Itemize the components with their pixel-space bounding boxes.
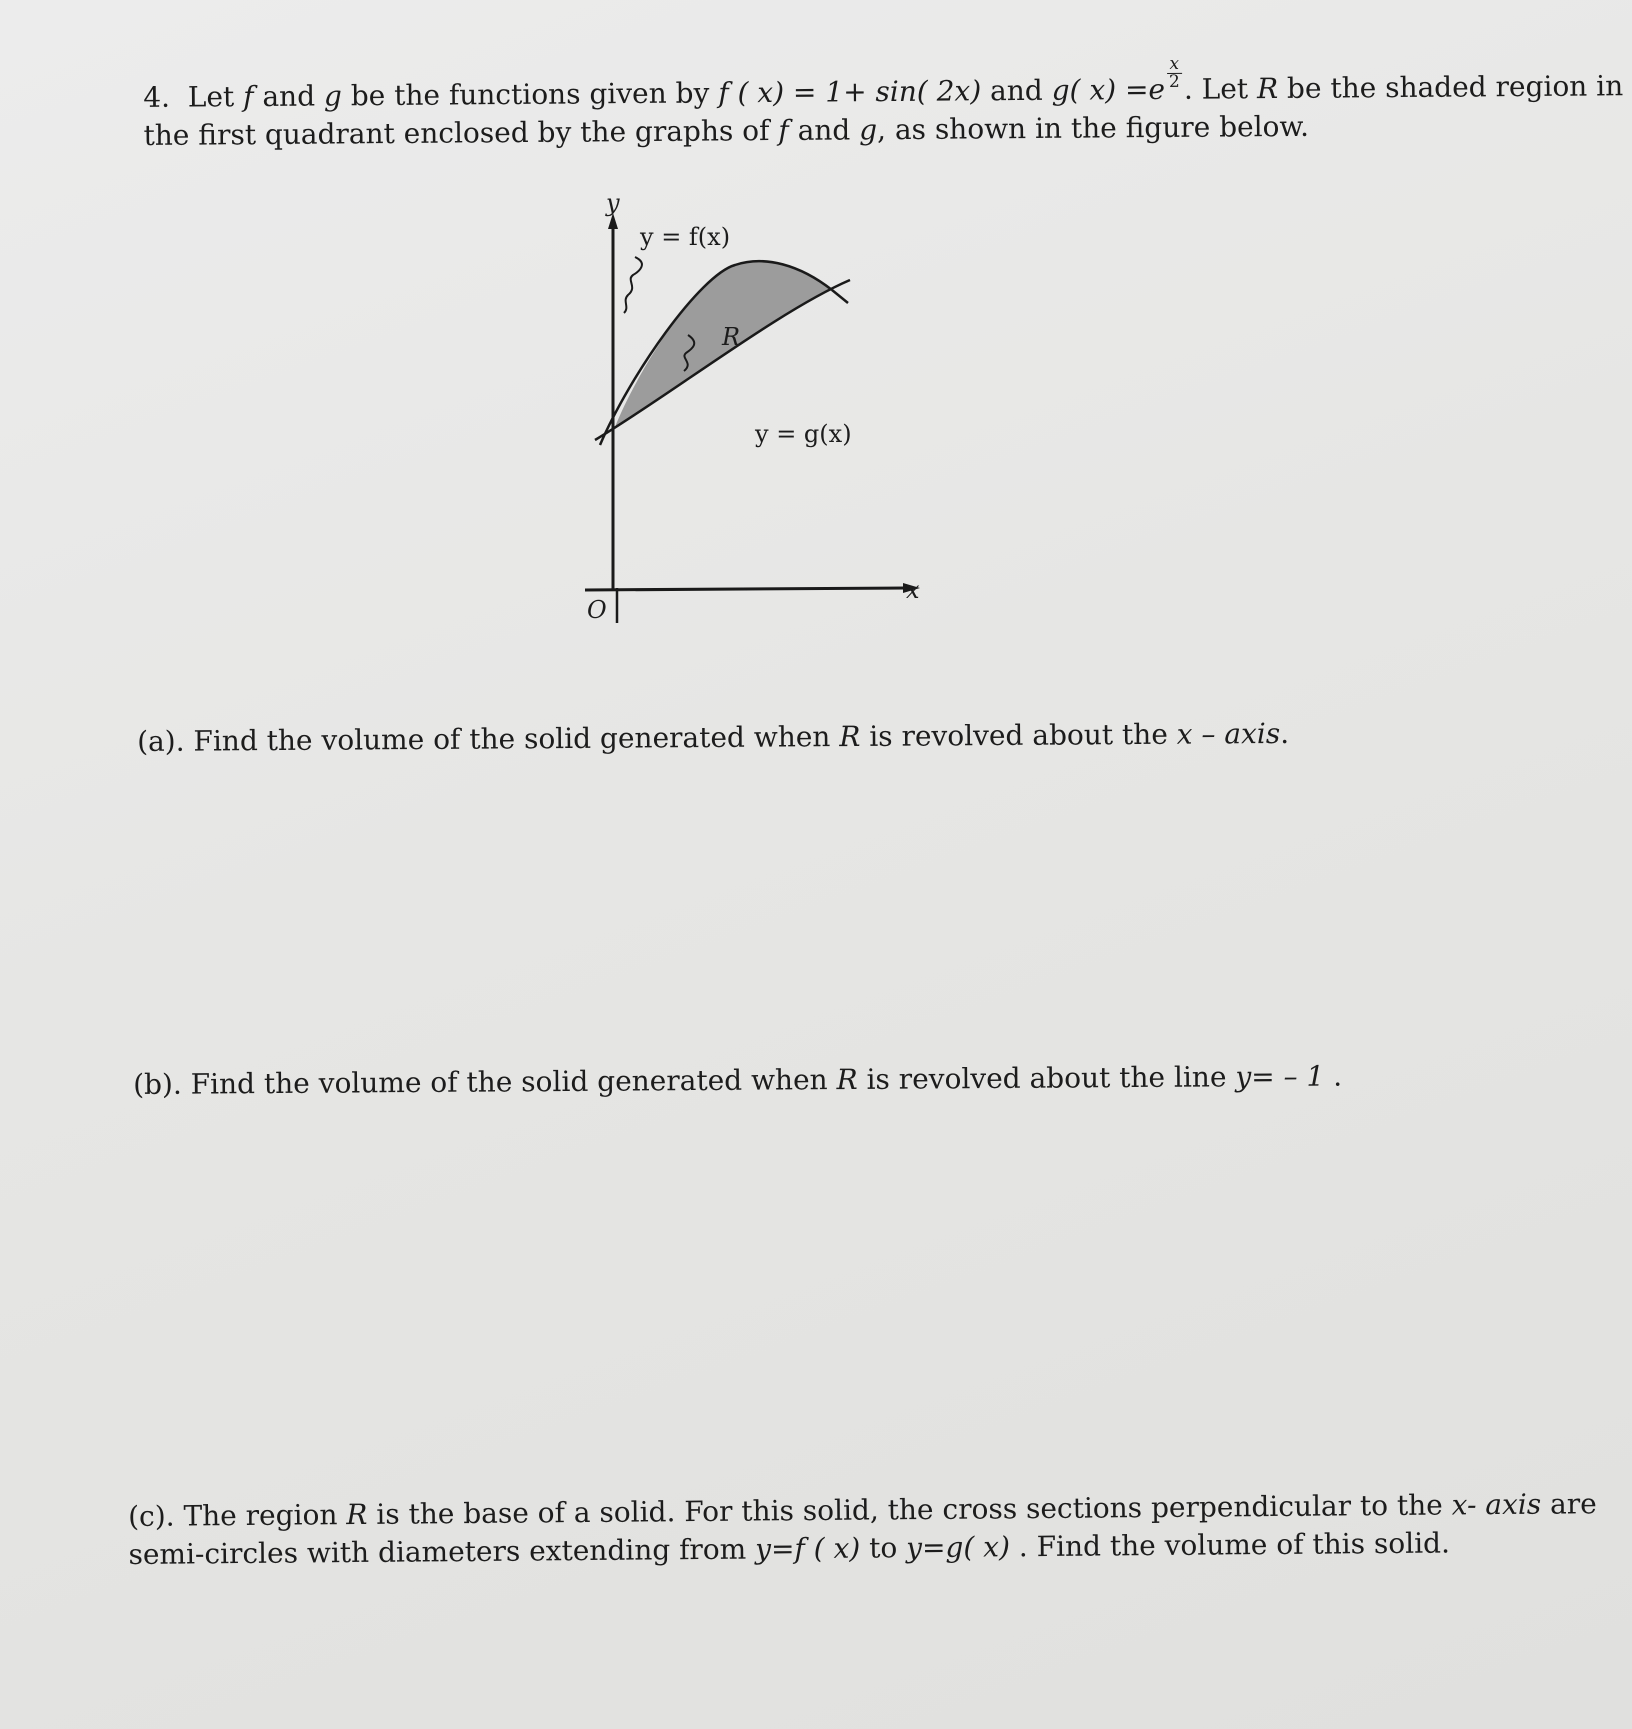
x-axis-label: x bbox=[906, 576, 920, 604]
region-symbol: R bbox=[1256, 71, 1279, 106]
f-definition: f ( x) = 1+ sin( 2x) bbox=[718, 74, 982, 110]
problem-line-1: 4. Let f and g be the functions given by f ( x) = 1+ sin( 2x) and g( x) =e $\frac{x}{2}$ . Let R be the shaded region in bbox=[143, 53, 1624, 114]
region-label: R bbox=[722, 323, 741, 351]
problem-line-2: the first quadrant enclosed by the graphs of f and g, as shown in the figure below. bbox=[143, 109, 1310, 152]
f-curve-tail bbox=[832, 290, 848, 303]
question-b: (b). Find the volume of the solid generated when R is revolved about the line y= – 1 . bbox=[133, 1059, 1343, 1101]
region-graph bbox=[560, 189, 940, 635]
x-axis-term-c: x- axis bbox=[1451, 1487, 1542, 1522]
problem-statement bbox=[143, 53, 1624, 155]
x-axis-term: x – axis bbox=[1176, 717, 1281, 751]
g-label: y = g(x) bbox=[755, 420, 852, 448]
problem-number: 4. bbox=[143, 80, 171, 114]
question-c: (c). The region R is the base of a solid. For this solid, the cross sections perpendicular to the x- axis are semi-circles with diameters extending from y=f ( x) to y=g( x) . Find the volume of this solid. bbox=[128, 1487, 1597, 1571]
f-symbol: f bbox=[242, 80, 254, 114]
g-definition: g( x) =e bbox=[1051, 72, 1166, 107]
line-equation: y= – 1 bbox=[1235, 1059, 1325, 1094]
x-axis bbox=[585, 588, 905, 590]
y-axis-label: y bbox=[606, 189, 620, 217]
f-label: y = f(x) bbox=[640, 223, 731, 251]
origin-label: O bbox=[587, 596, 607, 624]
question-a: (a). Find the volume of the solid generated when R is revolved about the x – axis. bbox=[137, 716, 1290, 758]
g-exponent-fraction: $\frac{x}{2}$ bbox=[1167, 56, 1182, 91]
f-label-pointer bbox=[624, 257, 642, 313]
region-figure bbox=[560, 189, 940, 635]
g-symbol: g bbox=[323, 79, 343, 113]
